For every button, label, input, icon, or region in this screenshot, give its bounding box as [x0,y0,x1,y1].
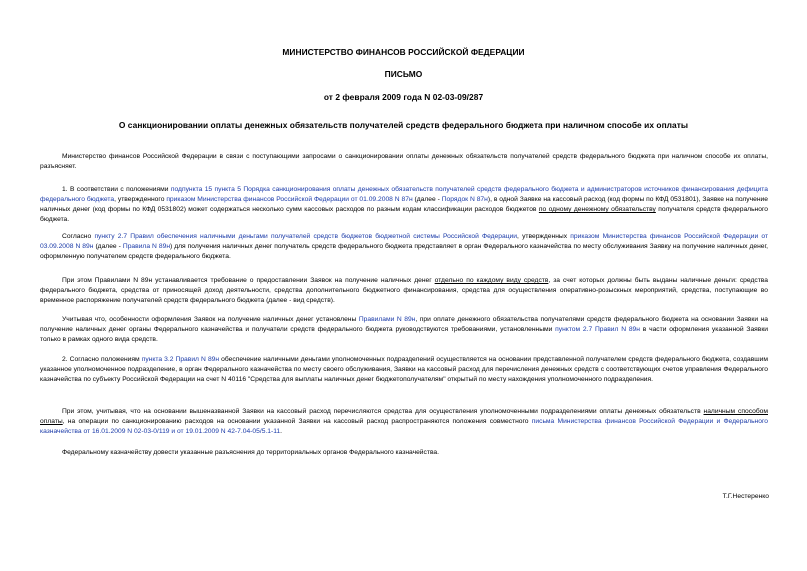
paragraph-text: Учитывая что, особенности оформления Заявок на получение наличных денег установлены [62,316,359,323]
paragraph-text: Согласно [62,233,95,240]
paragraph-text: При этом Правилами N 89н устанавливается требование о предоставлении Заявок на получение наличных денег [62,277,435,284]
paragraph-text: 1. В соответствии с положениями [62,186,171,193]
underlined-text: наличным способом оплаты [40,408,768,426]
link-punkt-27-89n[interactable]: пунктом 2.7 Правил N 89н [555,326,640,334]
link-poryadok-87n[interactable]: Порядок N 87н [441,196,488,204]
paragraph-text: (далее - [412,196,442,204]
paragraph-text: Федеральному казначейству довести указанные разъяснения до территориальных органов Федерального казначейства. [62,449,440,456]
underlined-text: по одному денежному обязательству [538,206,656,214]
paragraph-text: получателя средств федерального бюджета. [40,206,768,224]
paragraph-text: обеспечение наличными деньгами уполномоченных подразделений осуществляется на основании представленной получателем средств федерального бюджета, создавшим указанное уполномоченное подразделение, в орган Федерального казначейства по месту своего обслуживания, Заявки на кассовый расход для перечисления денежных средств с соответствующих счетов управления Федерального казначейства по субъекту Российской Федерации на счет N 40116 "Средства для выплаты наличных денег бюджетополучателям" открытый по месту нахождения уполномоченного подразделения. [40,356,768,384]
link-pravila-p27[interactable]: пункту 2.7 Правил обеспечения наличными деньгами получателей средств бюджетов бюджетной системы Российской Федерации [94,233,518,240]
paragraph-2 [40,232,768,262]
signature: Т.Г.Нестеренко [722,493,769,500]
paragraph-text: . [280,428,283,436]
paragraph-text: , на операции по санкционированию расходов на основании указанной Заявки на кассовый расход распространяются положения совместного [62,418,532,426]
link-prikaz-89n[interactable]: приказом Министерства финансов Российской Федерации от 03.09.2008 N 89н [40,233,769,251]
paragraph-text: 2. Согласно положениям [62,356,142,363]
link-poryadok-pp15[interactable]: подпункта 15 пункта 5 Порядка санкционирования оплаты денежных обязательств получателей средств федерального бюджета и администраторов источников финансирования дефицита федерального бюджета [40,186,768,204]
link-punkt-32-89n[interactable]: пункта 3.2 Правил N 89н [141,356,220,363]
paragraph-text: ), в одной Заявке на кассовый расход (код формы по КФД 0531801), Заявке на получение наличных денег (код формы по КФД 0531802) может содержаться несколько сумм кассовых расходов по разным кодам классификации расходов бюджетов [40,196,768,214]
paragraph-4 [40,315,768,345]
link-pravila-89n[interactable]: Правила N 89н [122,243,171,251]
ministry-heading: МИНИСТЕРСТВО ФИНАНСОВ РОССИЙСКОЙ ФЕДЕРАЦИИ [282,47,525,57]
underlined-text: отдельно по каждому виду средств [434,277,549,284]
paragraph-text: При этом, учитывая, что на основании вышеназванной Заявки на кассовый расход перечисляются средства для осуществления уполномоченными подразделениями оплаты денежных обязательств [62,408,704,415]
paragraph-text: в части оформления указанной Заявки только в рамках одного вида средств. [40,326,768,344]
document-type-heading: ПИСЬМО [384,69,423,79]
paragraph-text: , утвержденного [114,196,167,204]
paragraph-intro [40,152,768,172]
paragraph-text: ) для получения наличных денег получатель средств федерального бюджета представляет в орган Федерального казначейства по месту обслуживания Заявку на получение наличных денег, оформленную получателем средств федерального бюджета. [40,243,768,261]
paragraph-6 [40,407,768,437]
document-title: О санкционировании оплаты денежных обязательств получателей средств федерального бюджета при наличном способе их оплаты [118,120,689,130]
paragraph-1 [40,185,768,225]
paragraph-closing [40,448,768,458]
link-joint-letter[interactable]: письма Министерства финансов Российской Федерации и Федерального казначейства от 16.01.2009 N 02-03-0/119 и от 19.01.2009 N 42-7.04-05/5.1-11 [40,418,768,436]
paragraph-5 [40,355,768,385]
paragraph-text: Министерство финансов Российской Федерации в связи с поступающими запросами о санкционировании оплаты денежных обязательств получателей средств федерального бюджета при наличном способе их оплаты, разъясняет. [40,153,768,171]
link-prikaz-87n[interactable]: приказом Министерства финансов Российской Федерации от 01.09.2008 N 87н [166,196,413,204]
date-number-heading: от 2 февраля 2009 года N 02-03-09/287 [323,92,484,102]
paragraph-text: , утвержденных [517,233,571,240]
link-pravilami-89n[interactable]: Правилами N 89н [358,316,416,323]
paragraph-3 [40,276,768,306]
paragraph-text: , за счет которых должны быть выданы наличные деньги: средства федерального бюджета, средства от приносящей доход деятельности, средства дополнительного бюджетного финансирования, средства для осуществления оперативно-розыскных мероприятий, средства, поступающие во временное распоряжение получателей средств федерального бюджета (далее - вид средств). [40,277,768,305]
paragraph-text: , при оплате денежного обязательства получателями средств федерального бюджета на основании Заявки на получение наличных денег органы Федерального казначейства и получатели средств федерального бюджета руководствуются требованиями, установленными [40,316,768,334]
paragraph-text: (далее - [93,243,123,251]
